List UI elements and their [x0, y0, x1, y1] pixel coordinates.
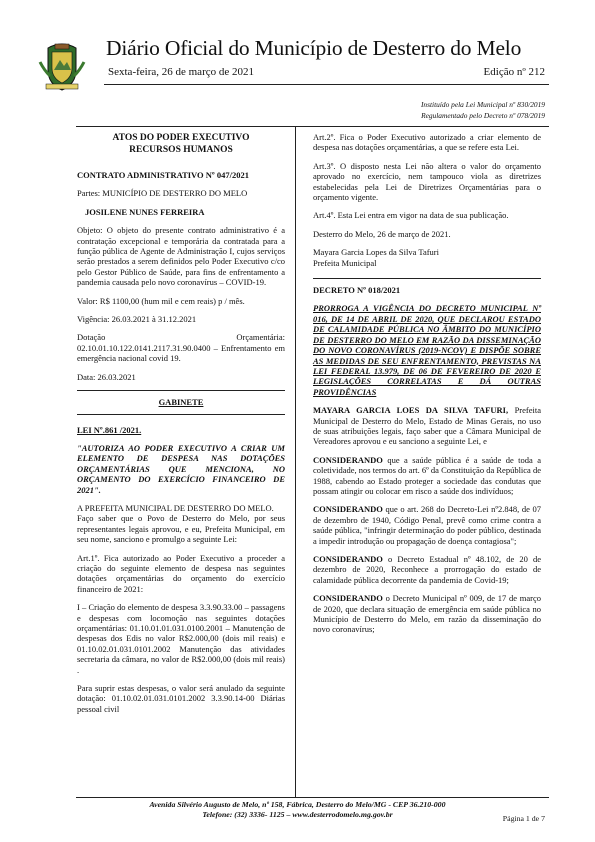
column-divider — [295, 127, 296, 797]
institution-note — [421, 99, 545, 121]
considerando-4 — [313, 593, 541, 635]
dotacao-header — [77, 332, 285, 342]
institution-law: Instituído pela Lei Municipal nº 830/2019 — [420, 100, 545, 109]
lei-article-3: Art.3º. O disposto nesta Lei não altera o valor do orçamento aprovado no exercício, nem tampouco viola as diretrizes estabelecidas pela Lei de Diretrizes Orçamentárias para o orçamento vigente. — [313, 160, 541, 203]
section-heading-executive: ATOS DO PODER EXECUTIVO — [112, 133, 250, 143]
considerando-text: o Decreto Estadual nº 48.102, de 20 de dezembro de 2020, Reconhece a prorrogação do estado de calamidade pública decorrente da pandemia de Covid-19; — [313, 554, 541, 585]
contract-parties: Partes: MUNICÍPIO DE DESTERRO DO MELO — [77, 188, 248, 199]
issue-date: Sexta-feira, 26 de março de 2021 — [108, 66, 254, 78]
footer-contact-line: Telefone: (32) 3336- 1125 – www.desterrodomelo.mg.gov.br — [202, 810, 393, 819]
content-top-divider — [76, 126, 549, 127]
dotacao-body: 02.10.01.10.122.0141.2117.31.90.0400 – Enfrentamento em emergência nacional covid 19. — [77, 342, 285, 364]
decreto-ementa: PRORROGA A VIGÊNCIA DO DECRETO MUNICIPAL Nº 016, DE 14 DE ABRIL DE 2020, QUE DECLAROU ESTADO DE CALAMIDADE PÚBLICA NO ÂMBITO DO MUNICÍPIO DE DESTERRO DO MELO EM RAZÃO DA DISSEMINAÇÃO DO NOVO CORONAVÍRUS (2019-NCOV) E DISPÕE SOBRE AS MEDIDAS DE SEU ENFRENTAMENTO, PREVISTAS NA LEI FEDERAL 13.979, DE 06 DE FEVEREIRO DE 2020 E LEGISLAÇÕES CORRELATAS E DÁ OUTRAS PROVIDÊNCIAS — [313, 303, 541, 397]
mayor-introduction — [313, 405, 541, 447]
lei-title: LEI Nº.861 /2021. — [77, 424, 142, 435]
signer-role: Prefeita Municipal — [313, 257, 377, 268]
municipal-coat-of-arms-icon — [38, 40, 86, 92]
considerando-lead: CONSIDERANDO — [313, 454, 383, 465]
considerando-lead: CONSIDERANDO — [313, 504, 383, 515]
considerando-3 — [313, 554, 541, 585]
institution-decree: Regulamentado pelo Decreto nº 078/2019 — [421, 111, 545, 120]
page-number: Página 1 de 7 — [502, 814, 545, 823]
section-heading — [77, 132, 285, 156]
lei-place-date: Desterro do Melo, 26 de março de 2021. — [313, 228, 451, 239]
lei-ementa: "AUTORIZA AO PODER EXECUTIVO A CRIAR UM ELEMENTO DE DESPESA NAS DOTAÇÕES ORÇAMENTÁRIAS QUE MENCIONA, NO ORÇAMENTO DO EXERCÍCIO FINANCEIRO DE 2021". — [77, 442, 285, 495]
contract-date: Data: 26.03.2021 — [77, 371, 136, 382]
lei-article-4: Art.4º. Esta Lei entra em vigor na data de sua publicação. — [313, 210, 509, 221]
prefeitura-line: A PREFEITA MUNICIPAL DE DESTERRO DO MELO. — [77, 502, 274, 513]
header-divider — [104, 84, 549, 85]
section-heading-hr: RECURSOS HUMANOS — [129, 145, 233, 155]
gabinete-heading: GABINETE — [158, 397, 204, 408]
considerando-2 — [313, 504, 541, 546]
gabinete-box — [77, 390, 285, 414]
lei-item-1: I – Criação do elemento de despesa 3.3.90.33.00 – passagens e despesas com locomoção nas seguintes dotações orçamentárias: 01.10.01.01.031.0100.2001 – Manutenção de despesas dos Edis no valor R$2.000,00 (dois mil reais) e 01.10.02.01.031.0101.2002 Manutenção das atividades secretaria da câmara, no valor de R$2.000,00 (dois mil reais) . — [77, 602, 285, 675]
dotacao-label-right: Orçamentária: — [236, 332, 285, 343]
right-column — [313, 132, 541, 643]
mayor-name: MAYARA GARCIA LOES DA SILVA TAFURI, — [313, 405, 509, 416]
lei-article-2: Art.2º. Fica o Poder Executivo autorizado a criar elemento de despesa nas dotações orçamentárias, a que se refere esta Lei. — [313, 132, 541, 153]
considerando-text: que o art. 268 do Decreto-Lei nº2.848, de 07 de dezembro de 1940, Código Penal, prevê como crime contra a saúde pública, "infringir determinação do poder público, destinada a impedir introdução ou propagação de doença contagiosa"; — [313, 504, 542, 546]
considerando-text: o Decreto Municipal nº 009, de 17 de março de 2020, que declara situação de emergência em saúde pública no Município de Desterro do Melo, em razão da disseminação do novo coronavírus; — [313, 593, 541, 635]
contract-term: Vigência: 26.03.2021 à 31.12.2021 — [77, 314, 197, 325]
contractee-name: JOSILENE NUNES FERREIRA — [85, 206, 205, 217]
footer-divider — [76, 797, 549, 798]
decreto-title: DECRETO Nº 018/2021 — [313, 285, 401, 296]
contract-value: Valor: R$ 1100,00 (hum mil e cem reais) p / mês. — [77, 295, 245, 306]
lei-article-1: Art.1º. Fica autorizado ao Poder Executivo a proceder a criação do seguinte elemento de despesa nas seguintes dotações orçamentárias do orçamento do exercício financeiro de 2021: — [77, 552, 285, 594]
considerando-text: que a saúde pública é a saúde de toda a coletividade, nos termos do art. 6º da Constituição da República de 1988, cabendo ao Estado proteger a sociedade das condutas que possam atingir ou colocar em risco a saúde dos indivíduos; — [313, 454, 541, 496]
gazette-title: Diário Oficial do Município de Desterro do Melo — [106, 36, 522, 60]
decreto-top-rule — [313, 278, 541, 279]
dotacao-label: Dotação — [77, 332, 106, 343]
signer-name: Mayara Garcia Lopes da Silva Tafuri — [313, 247, 439, 258]
edition-number: Edição nº 212 — [483, 66, 545, 78]
considerando-1 — [313, 455, 541, 497]
contract-object: Objeto: O objeto do presente contrato administrativo é a contratação excepcional e temporária da contratada para a função pública de Agente de Administração I, cujos serviços serão prestados a serem definidos pelo Poder Executivo c/co pelo Gestor Público de Saúde, para fins de enfrentamento a pandemia causada pelo novo coronavírus – COVID-19. — [77, 225, 285, 288]
faco-saber: Faço saber que o Povo de Desterro do Melo, por seus representantes legais aprovou, e eu, Prefeita Municipal, em seu nome, sanciono e promulgo a seguinte Lei: — [77, 513, 285, 545]
lei-item-2: Para suprir estas despesas, o valor será anulado da seguinte dotação: 01.10.02.01.031.0101.2002 3.3.90.14-00 Diárias pessoal civil — [77, 683, 285, 714]
signature-block — [313, 247, 541, 268]
mayor-intro-text: Prefeita Municipal de Desterro do Melo, Estado de Minas Gerais, no uso de suas atribuições legais, faço saber que a Câmara Municipal de Vereadores aprovou e eu sanciono a seguinte Lei, e — [313, 405, 541, 447]
footer-address-line: Avenida Silvério Augusto de Melo, nº 158, Fábrica, Desterro do Melo/MG - CEP 36.210-000 — [149, 800, 446, 809]
considerando-lead: CONSIDERANDO — [313, 554, 383, 564]
contract-title: CONTRATO ADMINISTRATIVO Nº 047/2021 — [77, 170, 249, 180]
considerando-lead: CONSIDERANDO — [313, 593, 383, 604]
left-column — [77, 132, 285, 722]
